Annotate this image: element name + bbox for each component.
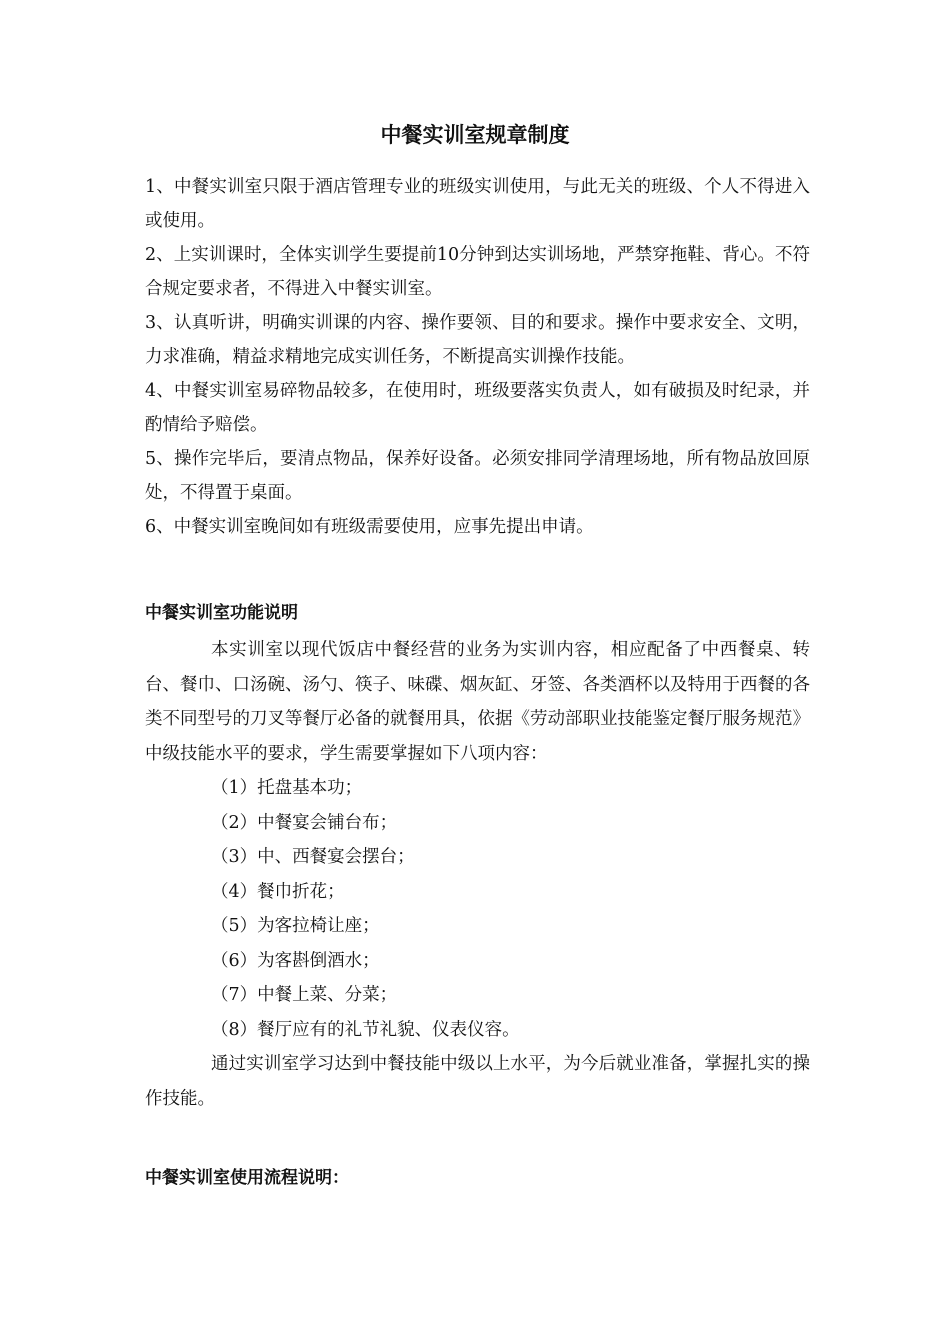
function-intro: 本实训室以现代饭店中餐经营的业务为实训内容，相应配备了中西餐桌、转台、餐巾、口汤碗、汤勺、筷子、味碟、烟灰缸、牙签、各类酒杯以及特用于西餐的各类不同型号的刀叉等餐厅必备的就餐用具，依据《劳动部职业技能鉴定餐厅服务规范》中级技能水平的要求，学生需要掌握如下八项内容： bbox=[145, 640, 810, 764]
skill-item: （3）中、西餐宴会摆台； bbox=[211, 847, 415, 867]
rules-list bbox=[145, 170, 810, 544]
skill-item: （2）中餐宴会铺台布； bbox=[211, 812, 398, 833]
skill-item: （4）餐巾折花； bbox=[211, 881, 345, 902]
skill-item: （5）为客拉椅让座； bbox=[211, 916, 380, 936]
rule-item: 2、上实训课时，全体实训学生要提前10分钟到达实训场地，严禁穿拖鞋、背心。不符合规定要求者，不得进入中餐实训室。 bbox=[145, 245, 810, 299]
document-title: 中餐实训室规章制度 bbox=[380, 123, 570, 147]
function-conclusion: 通过实训室学习达到中餐技能中级以上水平，为今后就业准备，掌握扎实的操作技能。 bbox=[145, 1054, 810, 1109]
skill-item: （1）托盘基本功； bbox=[211, 778, 363, 798]
function-section bbox=[145, 633, 810, 1116]
rule-item: 3、认真听讲，明确实训课的内容、操作要领、目的和要求。操作中要求安全、文明，力求准确，精益求精地完成实训任务，不断提高实训操作技能。 bbox=[145, 313, 810, 367]
rule-item: 1、中餐实训室只限于酒店管理专业的班级实训使用，与此无关的班级、个人不得进入或使用。 bbox=[145, 177, 810, 231]
rule-item: 5、操作完毕后，要清点物品，保养好设备。必须安排同学清理场地，所有物品放回原处，不得置于桌面。 bbox=[145, 449, 810, 503]
rule-item: 6、中餐实训室晚间如有班级需要使用，应事先提出申请。 bbox=[145, 517, 594, 537]
function-heading: 中餐实训室功能说明 bbox=[145, 603, 298, 623]
skill-item: （6）为客斟倒酒水； bbox=[211, 950, 380, 971]
skill-item: （8）餐厅应有的礼节礼貌、仪表仪容。 bbox=[211, 1019, 520, 1040]
rule-item: 4、中餐实训室易碎物品较多，在使用时，班级要落实负责人，如有破损及时纪录，并酌情给予赔偿。 bbox=[145, 381, 810, 435]
flow-heading: 中餐实训室使用流程说明： bbox=[145, 1168, 349, 1188]
skill-list bbox=[145, 771, 810, 1047]
skill-item: （7）中餐上菜、分菜； bbox=[211, 985, 398, 1005]
